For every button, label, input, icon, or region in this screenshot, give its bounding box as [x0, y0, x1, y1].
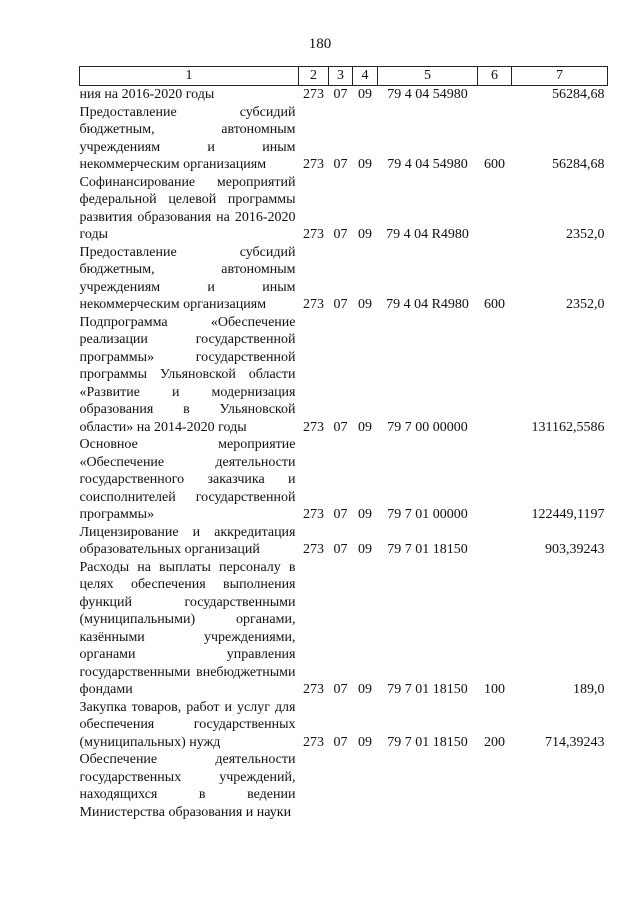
row-expense-type: [478, 524, 512, 559]
row-expense-type: 600: [484, 157, 505, 172]
row-subsection-code: 09: [358, 507, 372, 522]
row-subsection-code: 09: [358, 682, 372, 697]
row-description: Софинансирование мероприятий федеральной целевой программы развития образования на 2016-2020 годы: [79, 174, 296, 242]
row-target-article: 79 7 01 00000: [387, 507, 468, 522]
row-target-article: 79 4 04 54980: [387, 87, 468, 102]
header-col-2: 2: [299, 67, 329, 86]
row-target-article: 79 4 04 R4980: [386, 227, 469, 242]
header-col-4: 4: [353, 67, 378, 86]
row-expense-type: 600: [484, 297, 505, 312]
row-target-article: 79 7 00 00000: [387, 419, 468, 435]
row-ministry-code: 273: [303, 227, 324, 242]
row-section-code: 07: [333, 682, 348, 697]
row-section-code: 07: [333, 734, 348, 750]
page-number: 180: [308, 36, 332, 52]
row-target-article: [378, 751, 478, 821]
row-expense-type: 100: [484, 682, 505, 697]
row-section-code: 07: [333, 297, 348, 312]
row-expense-type: [478, 751, 512, 821]
table-row: [80, 104, 608, 174]
row-amount: 903,39243: [545, 542, 605, 557]
table-row: [80, 559, 608, 699]
row-description: Расходы на выплаты персоналу в целях обеспечения выполнения функций государственными (муниципальными) органами, казёнными учреждениями, органами управления государственными внебюджетными фондами: [79, 559, 296, 697]
header-col-7: 7: [512, 67, 608, 86]
table-row: [80, 244, 608, 314]
row-subsection-code: [353, 751, 378, 821]
row-amount: 2352,0: [566, 297, 605, 312]
row-amount: 122449,1197: [531, 507, 605, 522]
row-ministry-code: 273: [303, 157, 324, 172]
row-expense-type: [478, 174, 512, 244]
row-section-code: 07: [333, 507, 348, 522]
header-col-5: 5: [378, 67, 478, 86]
row-amount: [512, 751, 608, 821]
row-description: Лицензирование и аккредитация образовательных организаций: [79, 524, 296, 557]
table-row: [80, 524, 608, 559]
row-ministry-code: 273: [303, 507, 324, 522]
table-row: [80, 436, 608, 524]
row-ministry-code: 273: [303, 87, 324, 102]
table-row: [80, 86, 608, 104]
header-col-3: 3: [329, 67, 353, 86]
table-header: [80, 67, 608, 86]
row-amount: 131162,5586: [531, 419, 605, 435]
row-target-article: 79 7 01 18150: [387, 542, 468, 557]
row-ministry-code: 273: [303, 419, 324, 435]
row-section-code: [329, 751, 353, 821]
row-target-article: 79 7 01 18150: [387, 734, 468, 750]
row-section-code: 07: [333, 419, 348, 435]
row-section-code: 07: [333, 87, 348, 102]
row-amount: 56284,68: [552, 157, 605, 172]
table-row: [80, 174, 608, 244]
row-ministry-code: [299, 751, 329, 821]
row-section-code: 07: [333, 542, 348, 557]
row-expense-type: [478, 436, 512, 524]
row-description: Обеспечение деятельности государственных учреждений, находящихся в ведении Министерства образования и науки: [79, 752, 296, 820]
table-row: [80, 314, 608, 437]
table-body: [80, 86, 608, 822]
row-section-code: 07: [333, 227, 348, 242]
row-ministry-code: 273: [303, 682, 324, 697]
row-amount: 2352,0: [566, 227, 605, 242]
header-row: [80, 67, 608, 86]
row-ministry-code: 273: [303, 297, 324, 312]
row-description: Подпрограмма «Обеспечение реализации государственной программы» государственной программы Ульяновской области «Развитие и модернизация образования в Ульяновской области» на 2014-2020 годы: [79, 314, 296, 435]
row-description: Закупка товаров, работ и услуг для обеспечения государственных (муниципальных) нужд: [79, 699, 296, 750]
header-col-1: 1: [80, 67, 299, 86]
row-expense-type: [478, 86, 512, 104]
row-target-article: 79 7 01 18150: [387, 682, 468, 697]
row-amount: 189,0: [573, 682, 605, 697]
row-subsection-code: 09: [358, 734, 372, 750]
table-row: [80, 699, 608, 752]
row-description: Предоставление субсидий бюджетным, автономным учреждениям и иным некоммерческим организациям: [79, 104, 296, 172]
row-description: ния на 2016-2020 годы: [79, 87, 215, 102]
row-ministry-code: 273: [303, 542, 324, 557]
header-col-6: 6: [478, 67, 512, 86]
row-subsection-code: 09: [358, 227, 372, 242]
row-target-article: 79 4 04 54980: [387, 157, 468, 172]
row-subsection-code: 09: [358, 297, 372, 312]
row-amount: 56284,68: [552, 87, 605, 102]
budget-table: [79, 66, 608, 821]
row-description: Предоставление субсидий бюджетным, автономным учреждениям и иным некоммерческим организациям: [79, 244, 296, 312]
row-ministry-code: 273: [303, 734, 324, 750]
row-subsection-code: 09: [358, 87, 372, 102]
row-amount: 714,39243: [545, 734, 605, 750]
row-expense-type: [478, 314, 512, 437]
row-subsection-code: 09: [358, 542, 372, 557]
table-row: [80, 751, 608, 821]
row-section-code: 07: [333, 157, 348, 172]
row-description: Основное мероприятие «Обеспечение деятельности государственного заказчика и соисполнителей государственной программы»: [79, 437, 296, 522]
row-subsection-code: 09: [358, 157, 372, 172]
row-target-article: 79 4 04 R4980: [386, 297, 469, 312]
row-expense-type: 200: [484, 734, 505, 750]
row-subsection-code: 09: [358, 419, 372, 435]
